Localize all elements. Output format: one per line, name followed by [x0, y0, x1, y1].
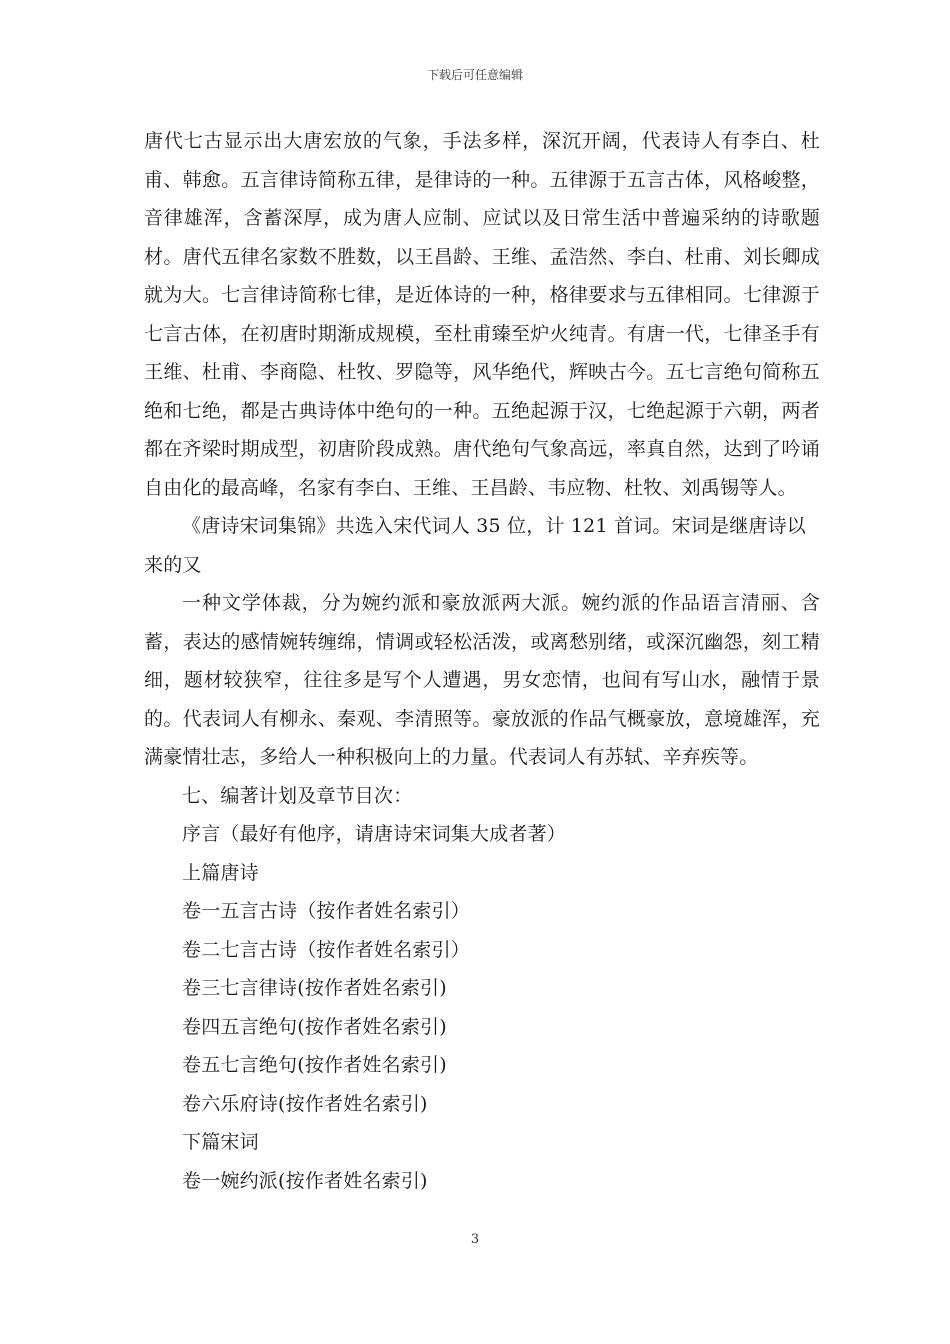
outline-item-vol4-tang: 卷四五言绝句(按作者姓名索引): [182, 1015, 447, 1038]
document-body: [144, 122, 820, 1200]
page-header: 下载后可任意编辑: [426, 68, 523, 82]
page-number: 3: [470, 1232, 480, 1247]
outline-heading: 七、编著计划及章节目次：: [182, 784, 413, 807]
outline-item-preface: 序言（最好有他序，请唐诗宋词集大成者著）: [182, 823, 567, 845]
outline-item-vol2-tang: 卷二七言古诗（按作者姓名索引）: [182, 938, 471, 961]
outline-item-vol1-song: 卷一婉约派(按作者姓名索引): [182, 1169, 428, 1192]
paragraph-song-ci-schools: 一种文学体裁，分为婉约派和豪放派两大派。婉约派的作品语言清丽、含蓄，表达的感情婉转缠绵，情调或轻松活泼，或离愁别绪，或深沉幽怨，刻工精细，题材较狭窄，往往多是写个人遭遇，男女恋情，也间有写山水，融情于景的。代表词人有柳永、秦观、李清照等。豪放派的作品气概豪放，意境雄浑，充满豪情壮志，多给人一种积极向上的力量。代表词人有苏轼、辛弃疾等。: [144, 592, 820, 768]
outline-item-vol3-tang: 卷三七言律诗(按作者姓名索引): [182, 977, 447, 999]
outline-item-vol5-tang: 卷五七言绝句(按作者姓名索引): [182, 1054, 447, 1076]
outline-item-part-tang: 上篇唐诗: [182, 861, 259, 884]
outline-item-part-song: 下篇宋词: [182, 1131, 259, 1153]
paragraph-tang-poetry-forms: 唐代七古显示出大唐宏放的气象，手法多样，深沉开阔，代表诗人有李白、杜甫、韩愈。五言律诗简称五律，是律诗的一种。五律源于五言古体，风格峻整，音律雄浑，含蓄深厚，成为唐人应制、应试以及日常生活中普遍采纳的诗歌题材。唐代五律名家数不胜数，以王昌龄、王维、孟浩然、李白、杜甫、刘长卿成就为大。七言律诗简称七律，是近体诗的一种，格律要求与五律相同。七律源于七言古体，在初唐时期渐成规模，至杜甫臻至炉火纯青。有唐一代，七律圣手有王维、杜甫、李商隐、杜牧、罗隐等，风华绝代，辉映古今。五七言绝句简称五绝和七绝，都是古典诗体中绝句的一种。五绝起源于汉，七绝起源于六朝，两者都在齐梁时期成型，初唐阶段成熟。唐代绝句气象高远，率真自然，达到了吟诵自由化的最高峰，名家有李白、王维、王昌龄、韦应物、杜牧、刘禹锡等人。: [144, 130, 820, 499]
outline-item-vol6-tang: 卷六乐府诗(按作者姓名索引): [182, 1092, 428, 1115]
outline-item-vol1-tang: 卷一五言古诗（按作者姓名索引）: [182, 900, 471, 922]
paragraph-song-ci-intro: 《唐诗宋词集锦》共选入宋代词人 35 位，计 121 首词。宋词是继唐诗以来的又: [144, 515, 807, 576]
